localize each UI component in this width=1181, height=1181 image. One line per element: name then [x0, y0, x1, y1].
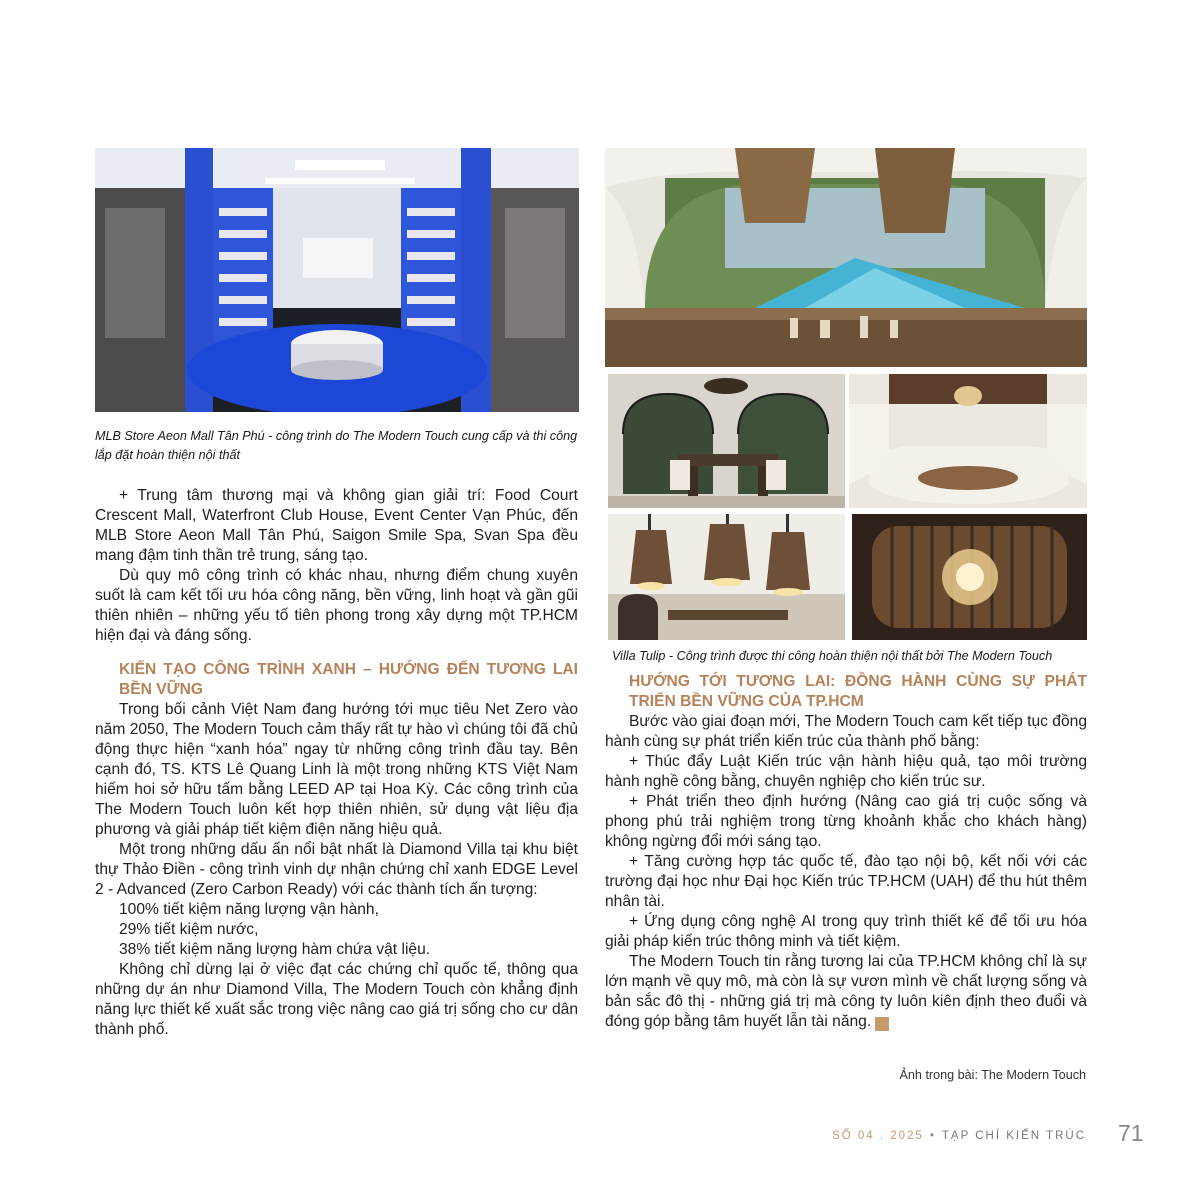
right-paragraph-6 [605, 952, 1087, 1032]
footer-issue: SỐ 04 . 2025 [832, 1130, 924, 1142]
villa-pool-photo [605, 148, 1087, 367]
villa-ceiling-photo [852, 514, 1087, 640]
page-number: 71 [1118, 1120, 1144, 1146]
caption-left: MLB Store Aeon Mall Tân Phú - công trình do The Modern Touch cung cấp và thi công lắp đặt hoàn thiện nội thất [95, 429, 578, 462]
left-paragraph-5: Không chỉ dừng lại ở việc đạt các chứng chỉ quốc tế, thông qua những dự án như Diamond Villa, The Modern Touch còn khẳng định năng lực thiết kế xuất sắc trong việc nâng cao giá trị sống cho cư dân thành phố. [95, 961, 578, 1038]
footer-bullet: • [929, 1130, 936, 1142]
mlb-store-photo [95, 148, 579, 412]
right-section-heading: HƯỚNG TỚI TƯƠNG LAI: ĐỒNG HÀNH CÙNG SỰ PHÁT TRIỂN BỀN VỮNG CỦA TP.HCM [629, 673, 1087, 710]
villa-dining-photo [608, 374, 845, 508]
left-paragraph-4: Một trong những dấu ấn nổi bật nhất là Diamond Villa tại khu biệt thự Thảo Điền - công trình vinh dự nhận chứng chỉ xanh EDGE Level 2 - Advanced (Zero Carbon Ready) với các thành tích ấn tượng: [95, 841, 578, 898]
caption-right: Villa Tulip - Công trình được thi công hoàn thiện nội thất bởi The Modern Touch [612, 649, 1053, 663]
right-paragraph-4: + Tăng cường hợp tác quốc tế, đào tạo nội bộ, kết nối với các trường đại học như Đại học Kiến trúc TP.HCM (UAH) để thu hút thêm nhân tài. [605, 853, 1087, 910]
end-mark-icon: K [875, 1017, 889, 1031]
footer-issue-line [832, 1130, 1086, 1142]
villa-lounge-photo [849, 374, 1087, 508]
footer-magazine: TẠP CHÍ KIẾN TRÚC [941, 1130, 1086, 1142]
left-list-item-2: 29% tiết kiệm nước, [119, 921, 259, 938]
right-column [605, 672, 1087, 1032]
left-section-heading: KIẾN TẠO CÔNG TRÌNH XANH – HƯỚNG ĐẾN TƯƠNG LAI BỀN VỮNG [119, 661, 578, 698]
right-paragraph-2: + Thúc đẩy Luật Kiến trúc vận hành hiệu quả, tạo môi trường hành nghề công bằng, chuyên nghiệp cho kiến trúc sư. [605, 753, 1087, 790]
left-list-item-3: 38% tiết kiệm năng lượng hàm chứa vật liệu. [119, 941, 431, 958]
left-paragraph-2: Dù quy mô công trình có khác nhau, nhưng điểm chung xuyên suốt là cam kết tối ưu hóa công năng, bền vững, linh hoạt và gần gũi thiên nhiên – những yếu tố tiên phong trong xây dựng một TP.HCM hiện đại và đáng sống. [95, 567, 578, 644]
right-paragraph-5: + Ứng dụng công nghệ AI trong quy trình thiết kế để tối ưu hóa giải pháp kiến trúc thông minh và tiết kiệm. [605, 913, 1087, 950]
left-paragraph-3: Trong bối cảnh Việt Nam đang hướng tới mục tiêu Net Zero vào năm 2050, The Modern Touch cảm thấy rất tự hào vì chúng tôi đã chủ động thực hiện “xanh hóa” ngay từ những công trình đầu tay. Bên cạnh đó, TS. KTS Lê Quang Linh là một trong những KTS Việt Nam hiếm hoi sở hữu tấm bằng LEED AP tại Hoa Kỳ. Các công trình của The Modern Touch luôn kết hợp thiên nhiên, sử dụng vật liệu địa phương và giải pháp tiết kiệm điện năng hiệu quả. [95, 701, 578, 838]
left-column [95, 486, 578, 1040]
villa-lamps-photo [608, 514, 845, 640]
left-list-item-1: 100% tiết kiệm năng lượng vận hành, [119, 901, 379, 918]
left-paragraph-1: + Trung tâm thương mại và không gian giải trí: Food Court Crescent Mall, Waterfront Club House, Event Center Vạn Phúc, đến MLB Store Aeon Mall Tân Phú, Saigon Smile Spa, Svan Spa đều mang đậm tinh thần trẻ trung, sáng tạo. [95, 487, 578, 564]
photo-credit: Ảnh trong bài: The Modern Touch [899, 1068, 1086, 1082]
right-paragraph-1: Bước vào giai đoạn mới, The Modern Touch cam kết tiếp tục đồng hành cùng sự phát triển kiến trúc của thành phố bằng: [605, 713, 1087, 750]
right-paragraph-6-text: The Modern Touch tin rằng tương lai của TP.HCM không chỉ là sự lớn mạnh về quy mô, mà còn là sự vươn mình về chất lượng sống và bản sắc đô thị - những giá trị mà công ty luôn kiên định theo đuổi và đóng góp bằng tâm huyết lẫn tài năng. [605, 953, 1087, 1030]
right-paragraph-3: + Phát triển theo định hướng (Nâng cao giá trị cuộc sống và phong phú trải nghiệm trong từng khoảnh khắc cho khách hàng) không ngừng đổi mới sáng tạo. [605, 793, 1087, 850]
